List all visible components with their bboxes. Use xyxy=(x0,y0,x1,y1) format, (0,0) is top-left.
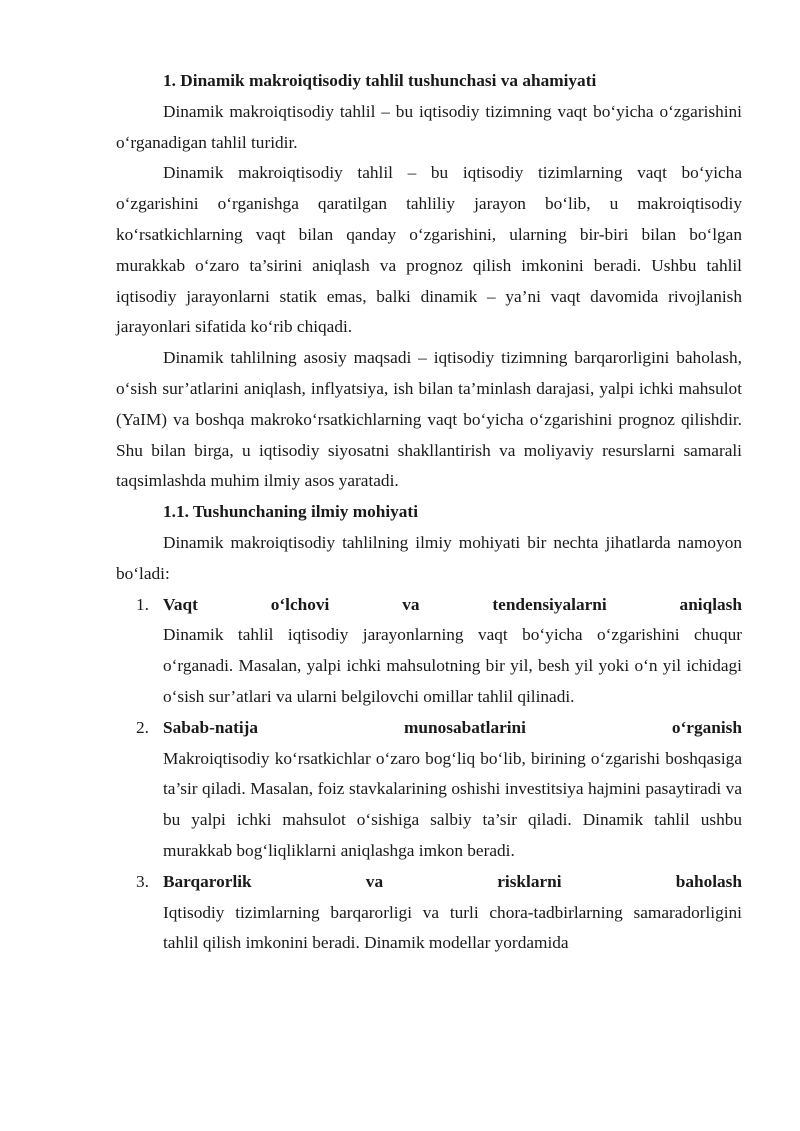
list-item-body: Makroiqtisodiy ko‘rsatkichlar o‘zaro bog‘liq bo‘lib, birining o‘zgarishi boshqasiga ta’sir qiladi. Masalan, foiz stavkalarining oshishi investitsiya hajmini pasaytiradi va bu yalpi ichki mahsulot o‘sishiga salbiy ta’sir qiladi. Dinamik tahlil ushbu murakkab bog‘liqliklarni aniqlashga imkon beradi. xyxy=(163,748,742,860)
paragraph-intro: Dinamik makroiqtisodiy tahlilning ilmiy mohiyati bir nechta jihatlarda namoyon bo‘ladi: xyxy=(116,532,742,583)
list-item xyxy=(116,713,742,867)
list-item xyxy=(116,590,742,713)
paragraph-description: Dinamik makroiqtisodiy tahlil – bu iqtisodiy tizimlarning vaqt bo‘yicha o‘zgarishini o‘rganishga qaratilgan tahliliy jarayon bo‘lib, u makroiqtisodiy ko‘rsatkichlarning vaqt bilan qanday o‘zgarishini, ularning bir-biri bilan bo‘lgan murakkab o‘zaro ta’sirini aniqlash va prognoz qilish imkonini beradi. Ushbu tahlil iqtisodiy jarayonlarni statik emas, balki dinamik – ya’ni vaqt davomida rivojlanish jarayonlari sifatida ko‘rib chiqadi. xyxy=(116,163,742,337)
paragraph-purpose: Dinamik tahlilning asosiy maqsadi – iqtisodiy tizimning barqarorligini baholash, o‘sish sur’atlarini aniqlash, inflyatsiya, ish bilan ta’minlash darajasi, yalpi ichki mahsulot (YaIM) va boshqa makroko‘rsatkichlarning vaqt bo‘yicha o‘zgarishini prognoz qilishdir. Shu bilan birga, u iqtisodiy siyosatni shakllantirish va moliyaviy resurslarni samarali taqsimlashda muhim ilmiy asos yaratadi. xyxy=(116,348,742,491)
section-heading: 1. Dinamik makroiqtisodiy tahlil tushunchasi va ahamiyati xyxy=(163,71,597,90)
list-item-title: Sabab-natija munosabatlarini o‘rganish xyxy=(163,717,742,737)
list-item-body: Iqtisodiy tizimlarning barqarorligi va turli chora-tadbirlarning samaradorligini tahlil qilish imkonini beradi. Dinamik modellar yordamida xyxy=(163,902,742,953)
list-item-body: Dinamik tahlil iqtisodiy jarayonlarning vaqt bo‘yicha o‘zgarishini chuqur o‘rganadi. Masalan, yalpi ichki mahsulotning bir yil, besh yil yoki o‘n yil ichidagi o‘sish sur’atlari va ularni belgilovchi omillar tahlil qilinadi. xyxy=(163,625,742,706)
list-item xyxy=(116,867,742,959)
list-item-number: 1. xyxy=(136,594,149,614)
paragraph-definition: Dinamik makroiqtisodiy tahlil – bu iqtisodiy tizimning vaqt bo‘yicha o‘zgarishini o‘rganadigan tahlil turidir. xyxy=(116,101,742,152)
list-item-title: Vaqt o‘lchovi va tendensiyalarni aniqlash xyxy=(163,594,742,614)
list-item-number: 2. xyxy=(136,717,149,737)
list-item-number: 3. xyxy=(136,871,149,891)
subsection-heading: 1.1. Tushunchaning ilmiy mohiyati xyxy=(163,502,418,522)
document-page xyxy=(116,66,742,959)
numbered-list xyxy=(116,590,742,960)
list-item-title: Barqarorlik va risklarni baholash xyxy=(163,871,742,891)
